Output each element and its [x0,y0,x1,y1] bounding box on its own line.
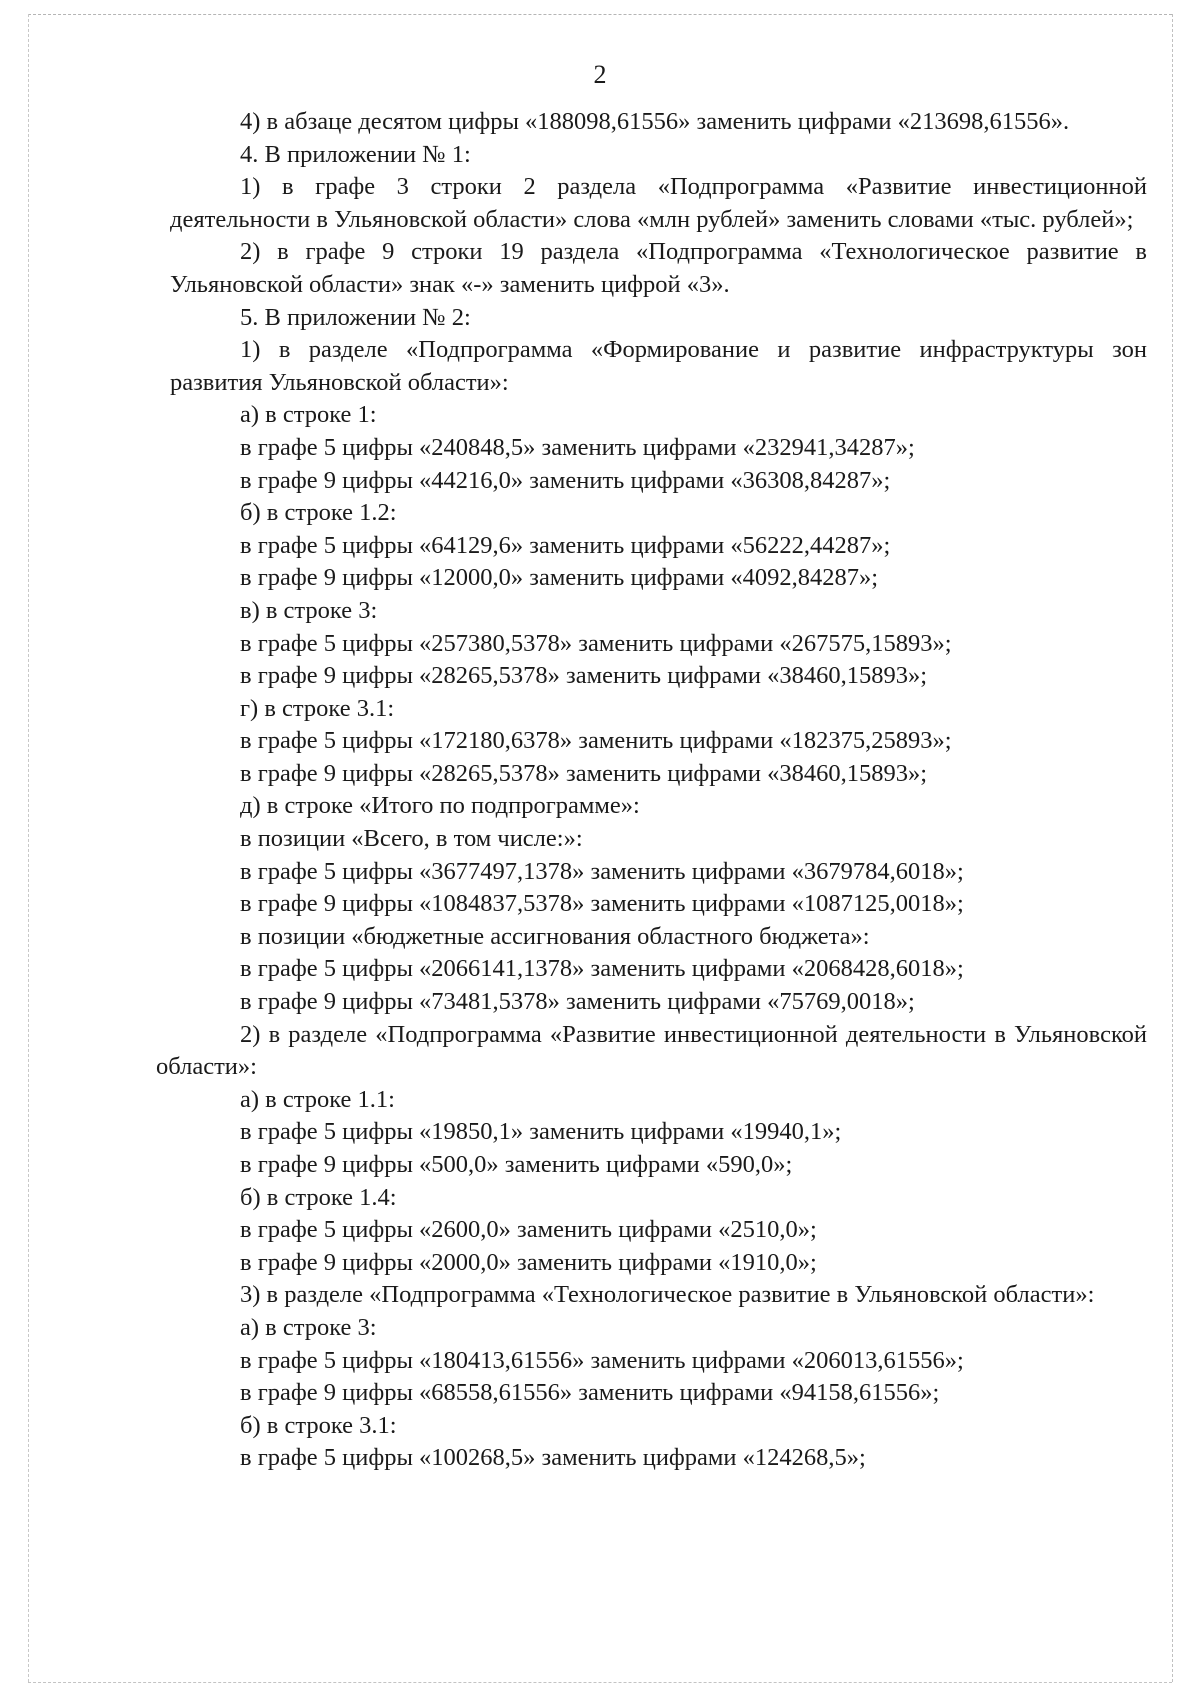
scan-edge-top [28,14,1172,15]
paragraph: 1) в разделе «Подпрограмма «Формирование и развитие инфраструктуры зон развития Ульяновской области»: [170,336,1147,396]
paragraph: в графе 9 цифры «500,0» заменить цифрами «590,0»; [240,1151,793,1178]
paragraph: в позиции «Всего, в том числе:»: [240,825,583,853]
paragraph: в графе 5 цифры «64129,6» заменить цифрами «56222,44287»; [240,531,891,559]
paragraph: 4) в абзаце десятом цифры «188098,61556» заменить цифрами «213698,61556». [240,108,1070,135]
paragraph: б) в строке 1.2: [240,499,397,527]
paragraph: в графе 9 цифры «2000,0» заменить цифрами «1910,0»; [240,1248,817,1276]
paragraph: 2) в графе 9 строки 19 раздела «Подпрограмма «Технологическое развитие в Ульяновской области» знак «-» заменить цифрой «3». [170,238,1147,298]
paragraph: в графе 9 цифры «28265,5378» заменить цифрами «38460,15893»; [240,662,928,690]
paragraph: в) в строке 3: [240,596,378,624]
paragraph: в графе 9 цифры «28265,5378» заменить цифрами «38460,15893»; [240,759,928,787]
paragraph: в графе 9 цифры «68558,61556» заменить цифрами «94158,61556»; [240,1379,940,1407]
paragraph: в графе 5 цифры «3677497,1378» заменить цифрами «3679784,6018»; [240,857,964,885]
scan-edge-bottom [28,1682,1172,1683]
paragraph: в графе 5 цифры «257380,5378» заменить цифрами «267575,15893»; [240,629,952,657]
document-body [156,106,1147,1475]
paragraph: в графе 9 цифры «44216,0» заменить цифрами «36308,84287»; [240,466,891,494]
paragraph: в графе 5 цифры «180413,61556» заменить цифрами «206013,61556»; [240,1346,964,1374]
paragraph: 5. В приложении № 2: [240,303,471,331]
paragraph: 2) в разделе «Подпрограмма «Развитие инвестиционной деятельности в Ульяновской области»: [156,1020,1147,1081]
paragraph: в графе 9 цифры «1084837,5378» заменить цифрами «1087125,0018»; [240,890,964,918]
paragraph: в графе 5 цифры «2600,0» заменить цифрами «2510,0»; [240,1216,817,1244]
paragraph: в графе 5 цифры «19850,1» заменить цифрами «19940,1»; [240,1118,842,1146]
paragraph: в графе 9 цифры «73481,5378» заменить цифрами «75769,0018»; [240,988,915,1016]
paragraph: б) в строке 3.1: [240,1411,397,1439]
paragraph: б) в строке 1.4: [240,1183,397,1211]
paragraph: 4. В приложении № 1: [240,140,471,168]
paragraph: д) в строке «Итого по подпрограмме»: [240,792,640,820]
paragraph: в позиции «бюджетные ассигнования областного бюджета»: [240,922,870,950]
paragraph: в графе 5 цифры «100268,5» заменить цифрами «124268,5»; [240,1444,866,1472]
paragraph: г) в строке 3.1: [240,694,395,722]
page-number: 2 [593,60,607,89]
paragraph: а) в строке 1: [240,401,377,429]
scan-edge-right [1172,14,1173,1682]
scan-edge-left [28,14,29,1682]
paragraph: в графе 9 цифры «12000,0» заменить цифрами «4092,84287»; [240,564,879,592]
paragraph: в графе 5 цифры «240848,5» заменить цифрами «232941,34287»; [240,433,915,461]
paragraph: 3) в разделе «Подпрограмма «Технологическое развитие в Ульяновской области»: [240,1281,1095,1309]
paragraph: 1) в графе 3 строки 2 раздела «Подпрограмма «Развитие инвестиционной деятельности в Ульяновской области» слова «млн рублей» заменить словами «тыс. рублей»; [170,173,1147,233]
paragraph: в графе 5 цифры «2066141,1378» заменить цифрами «2068428,6018»; [240,955,964,983]
paragraph: а) в строке 1.1: [240,1085,395,1113]
paragraph: в графе 5 цифры «172180,6378» заменить цифрами «182375,25893»; [240,727,952,755]
paragraph: а) в строке 3: [240,1313,377,1341]
